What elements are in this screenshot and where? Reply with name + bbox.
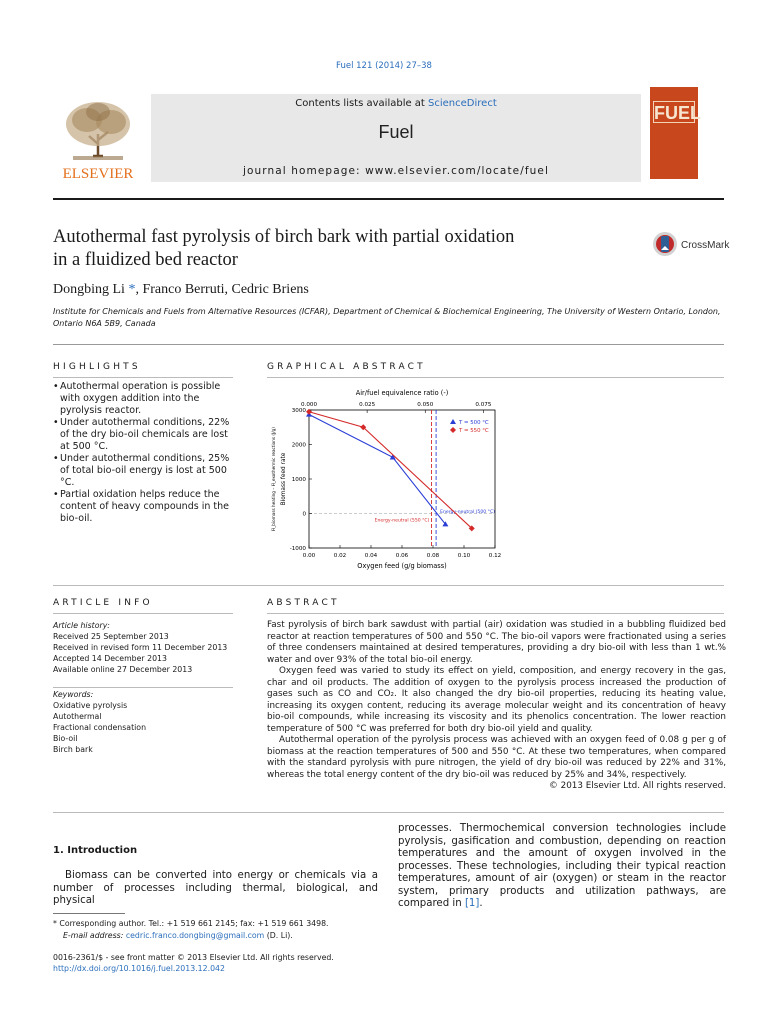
email-line xyxy=(53,930,383,942)
legend-label: T = 500 °C xyxy=(459,420,489,426)
y-tick-label: 3000 xyxy=(291,408,306,414)
y-tick-label: -1000 xyxy=(289,546,306,552)
doi-link[interactable]: http://dx.doi.org/10.1016/j.fuel.2013.12.042 xyxy=(53,964,225,973)
legend-label: T = 550 °C xyxy=(459,428,489,434)
author-list xyxy=(53,282,309,298)
abstract-paragraph: Fast pyrolysis of birch bark sawdust with partial (air) oxidation was studied in a bubbling fluidized bed reactor at reaction temperatures of 500 and 550 °C. The bio-oil vapors were fractionated using a series of three condensers maintained at desired temperatures, providing a dry bio-oil with less than 1 wt.% water and over 93% of the total bio-oil energy. xyxy=(267,620,726,665)
legend-marker xyxy=(450,427,456,433)
y-tick-label: 0 xyxy=(302,511,306,518)
abstract-body xyxy=(267,620,726,793)
highlight-item: • Partial oxidation helps reduce the content of heavy compounds in the bio-oil. xyxy=(53,489,233,525)
contents-line xyxy=(151,98,641,109)
history-accepted: Accepted 14 December 2013 xyxy=(53,654,167,663)
issn-line: 0016-2361/$ - see front matter © 2013 Elsevier Ltd. All rights reserved. xyxy=(53,953,334,962)
elsevier-wordmark: ELSEVIER xyxy=(62,166,134,182)
crossmark-badge[interactable] xyxy=(652,229,762,259)
article-info-rule xyxy=(53,613,233,614)
highlights-list xyxy=(53,381,233,525)
x2-tick-label: 0.050 xyxy=(417,402,434,408)
keyword: Oxidative pyrolysis xyxy=(53,701,128,710)
journal-cover xyxy=(650,87,701,179)
affiliation-rule xyxy=(53,344,724,345)
article-title-line: in a fluidized bed reactor xyxy=(53,250,238,270)
x2-tick-label: 0.075 xyxy=(475,402,492,408)
section-rule xyxy=(53,812,724,813)
email-label: E-mail address: xyxy=(63,931,126,940)
x-tick-label: 0.02 xyxy=(333,553,347,559)
abstract-rule xyxy=(267,613,724,614)
x-axis-label: Oxygen feed (g/g biomass) xyxy=(357,562,447,570)
y-tick-label: 1000 xyxy=(291,477,306,483)
x2-axis-label: Air/fuel equivalence ratio (-) xyxy=(355,389,449,397)
intro-text: processes. Thermochemical conversion technologies include pyrolysis, gasification and combustion, depending on reaction temperatures and the amount of oxygen involved in the processes. These technologies, including their typical reaction temperatures, amount of air (oxygen) or steam in the reactor system, primary products and utilization pathways, are compared in xyxy=(398,823,726,909)
y-axis-formula: Ḣ_biomass heating – Ḣ_exothermic reactions (J/g) xyxy=(271,427,276,531)
abstract-paragraph: Oxygen feed was varied to study its effect on yield, composition, and energy recovery in the gas, char and oil products. The addition of oxygen to the pyrolysis process increased the production of gases such as CO and CO₂. It also changed the dry bio-oil properties, reducing its heating value, increasing its oxygen content, reducing its average molecular weight and its concentration of heavy bio-oil compounds, while increasing its viscosity and its phenolics concentration. The lower reaction temperature of 500 °C was preferred for both dry bio-oil yield and quality. xyxy=(267,666,726,734)
article-title xyxy=(53,226,613,272)
x2-tick-label: 0.025 xyxy=(359,402,376,408)
journal-name: Fuel xyxy=(378,122,414,142)
cover-title: FUEL xyxy=(654,103,701,123)
abstract-paragraph: Autothermal operation of the pyrolysis process was achieved with an oxygen feed of 0.08 g per g of biomass at the reaction temperatures of 500 and 550 °C. At these two temperatures, when compared with the standard pyrolysis with pure nitrogen, the yield of dry bio-oil was reduced by 22% and 31%, whereas the total energy content of the dry bio-oil was reduced by 25% and 34%, respectively. xyxy=(267,735,726,780)
contents-prefix: Contents lists available at xyxy=(295,98,429,109)
keyword: Bio-oil xyxy=(53,734,78,743)
intro-text-end: . xyxy=(479,898,483,909)
graphical-abstract-chart xyxy=(265,381,515,577)
energy-neutral-label: Energy-neutral (500 °C) xyxy=(440,510,495,516)
x2-tick-label: 0.000 xyxy=(300,402,318,408)
x-tick-label: 0.04 xyxy=(364,553,378,559)
footnote-rule xyxy=(53,913,125,914)
corresponding-author-note: * Corresponding author. Tel.: +1 519 661 2145; fax: +1 519 661 3498. xyxy=(53,919,329,928)
article-footer xyxy=(53,952,383,974)
keyword: Fractional condensation xyxy=(53,723,147,732)
history-label: Article history: xyxy=(53,621,110,630)
legend-marker xyxy=(450,419,456,424)
series-line xyxy=(309,414,445,524)
journal-citation[interactable]: Fuel 121 (2014) 27–38 xyxy=(336,61,432,71)
section-heading: 1. Introduction xyxy=(53,845,138,856)
highlights-rule xyxy=(53,377,233,378)
crossmark-label: CrossMark xyxy=(681,240,730,251)
affiliation: Institute for Chemicals and Fuels from Alternative Resources (ICFAR), Department of Chemical & Biochemical Engineering, The University of Western Ontario, London, Ontario N6A 5B9, Canada xyxy=(53,307,721,328)
x-tick-label: 0.00 xyxy=(302,553,316,559)
history-revised: Received in revised form 11 December 2013 xyxy=(53,643,228,652)
journal-homepage[interactable]: journal homepage: www.elsevier.com/locate/fuel xyxy=(242,165,550,177)
graphical-abstract-heading: GRAPHICAL ABSTRACT xyxy=(267,362,426,372)
section-rule xyxy=(53,585,724,586)
reference-link[interactable]: [1] xyxy=(464,898,480,909)
intro-paragraph: Biomass can be converted into energy or chemicals via a number of processes including thermal, biological, and physical xyxy=(53,870,378,906)
graphical-abstract-rule xyxy=(267,377,724,378)
highlight-item: • Autothermal operation is possible with oxygen addition into the pyrolysis reactor. xyxy=(53,381,233,417)
y-tick-label: 2000 xyxy=(291,442,306,449)
email-link[interactable]: cedric.franco.dongbing@gmail.com xyxy=(125,931,265,940)
x-tick-label: 0.06 xyxy=(395,553,409,559)
chart-svg xyxy=(265,381,515,577)
footnote xyxy=(53,918,383,942)
x-tick-label: 0.08 xyxy=(426,553,440,559)
copyright-notice: © 2013 Elsevier Ltd. All rights reserved. xyxy=(549,781,726,791)
energy-neutral-label: Energy-neutral (550 °C) xyxy=(374,518,430,524)
keyword: Autothermal xyxy=(53,712,102,721)
history-received: Received 25 September 2013 xyxy=(53,632,169,641)
elsevier-logo xyxy=(53,94,143,184)
email-suffix: (D. Li). xyxy=(264,931,293,940)
highlight-item: • Under autothermal conditions, 25% of total bio-oil energy is lost at 500 °C. xyxy=(53,453,233,489)
other-authors: , Franco Berruti, Cedric Briens xyxy=(135,282,309,297)
keywords-label: Keywords: xyxy=(53,690,94,699)
intro-paragraph-continued xyxy=(398,823,726,911)
x-tick-label: 0.10 xyxy=(457,553,471,559)
article-info-heading: ARTICLE INFO xyxy=(53,598,153,608)
corresponding-author-mark[interactable]: * xyxy=(124,282,136,297)
history-online: Available online 27 December 2013 xyxy=(53,665,193,674)
sciencedirect-link[interactable]: ScienceDirect xyxy=(428,98,497,109)
highlight-item: • Under autothermal conditions, 22% of the dry bio-oil chemicals are lost at 500 °C. xyxy=(53,417,233,453)
elsevier-tree-icon xyxy=(53,94,143,184)
journal-banner xyxy=(151,94,641,182)
crossmark-icon xyxy=(652,229,762,259)
author-name: Dongbing Li xyxy=(53,282,125,297)
x-tick-label: 0.12 xyxy=(488,553,502,559)
keywords-rule xyxy=(53,687,233,688)
header-rule xyxy=(53,198,724,200)
abstract-heading: ABSTRACT xyxy=(267,598,340,608)
y-axis-label: Biomass feed rate xyxy=(281,452,287,506)
article-title-line: Autothermal fast pyrolysis of birch bark with partial oxidation xyxy=(53,227,515,247)
keyword: Birch bark xyxy=(53,745,93,754)
highlights-heading: HIGHLIGHTS xyxy=(53,362,141,372)
